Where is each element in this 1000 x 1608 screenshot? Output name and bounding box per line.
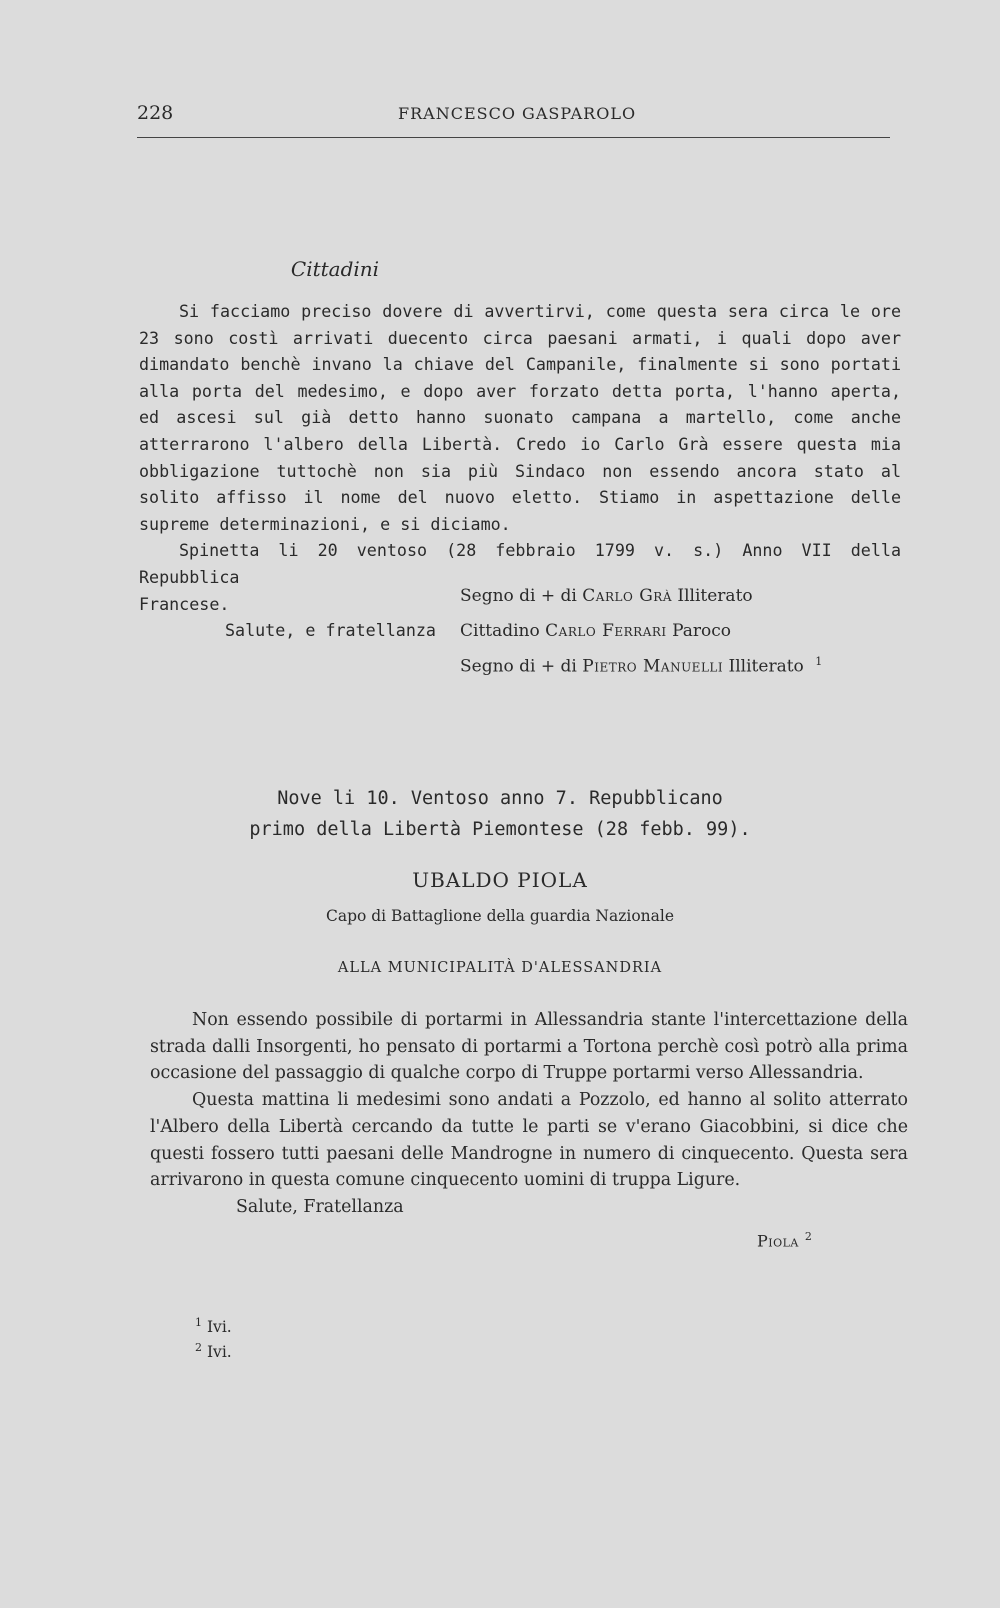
running-title: FRANCESCO GASPAROLO (398, 104, 637, 123)
footnote (195, 1341, 232, 1361)
letter2-date-line-2: primo della Libertà Piemontese (28 febb. 99). (249, 819, 751, 840)
addressee: ALLA MUNICIPALITÀ D'ALESSANDRIA (337, 960, 663, 976)
signature-prefix: Segno di + di (460, 586, 577, 606)
letter2-paragraph: Questa mattina li medesimi sono andati a Pozzolo, ed hanno al solito atterrato l'Albero della Libertà cercando da tutte le parti se v'erano Giacobbini, si dice che questi fossero tutti paesani delle Mandrogne in numero di cinquecento. Questa sera arrivarono in questa comune cinquecento uomini di truppa Ligure. (150, 1090, 908, 1191)
footnote (195, 1316, 232, 1336)
letter2-dateline (0, 783, 1000, 845)
header-rule (137, 137, 890, 138)
signature-suffix: Illiterato (677, 586, 753, 606)
letter2-signature (757, 1230, 812, 1250)
footnote-ref: 1 (815, 655, 823, 668)
signature-line (460, 586, 753, 606)
footnote-ref: 2 (804, 1230, 812, 1243)
letter1-body: Si facciamo preciso dovere di avvertirvi, come questa sera circa le ore 23 sono costì arrivati duecento circa paesani armati, i quali dopo aver dimandato benchè invano la chiave del Campanile, finalmente si sono portati alla porta del medesimo, e dopo aver forzato detta porta, l'hanno aperta, ed ascesi sul già detto hanno suonato campana a martello, come anche atterrarono l'albero della Libertà. Credo io Carlo Grà essere questa mia obbligazione tuttochè non sia più Sindaco non essendo ancora stato al solito affisso il nome del nuovo eletto. Stiamo in aspettazione delle supreme determinazioni, e si diciamo. (139, 301, 901, 534)
signature-name: Pietro Manuelli (582, 656, 724, 677)
letter2-text (150, 1007, 908, 1221)
signature-name: Piola (757, 1231, 799, 1251)
signature-line (460, 621, 731, 641)
letter1-date-line-cont: Francese. (139, 593, 230, 614)
signature-line (460, 655, 822, 677)
letter2-closing: Salute, Fratellanza (236, 1196, 404, 1217)
signature-name: Carlo Grà (582, 586, 672, 606)
sender-name: UBALDO PIOLA (412, 868, 588, 892)
letter1-salutation: Cittadini (290, 257, 380, 281)
footnote-mark: 1 (195, 1316, 202, 1329)
signature-name: Carlo Ferrari (545, 621, 667, 641)
letter2-paragraph: Non essendo possibile di portarmi in Allessandria stante l'intercettazione della strada dalli Insorgenti, ho pensato di portarmi a Tortona perchè così potrò alla prima occasione del passaggio di qualche corpo di Truppe portarmi verso Allessandria. (150, 1010, 908, 1084)
sender-title: Capo di Battaglione della guardia Nazionale (325, 907, 675, 925)
letter2-date-line-1: Nove li 10. Ventoso anno 7. Repubblicano (277, 788, 723, 809)
signature-prefix: Segno di + di (460, 656, 577, 677)
signature-suffix: Illiterato (728, 656, 804, 677)
letter1-closing: Salute, e fratellanza (225, 620, 436, 641)
signature-suffix: Paroco (672, 621, 731, 641)
footnote-text: Ivi. (206, 1343, 232, 1362)
letter1-date-line: Spinetta li 20 ventoso (28 febbraio 1799 v. s.) Anno VII della Repubblica (139, 540, 901, 587)
footnote-text: Ivi. (206, 1318, 232, 1337)
footnote-mark: 2 (195, 1341, 202, 1354)
signature-prefix: Cittadino (460, 621, 540, 641)
page-number: 228 (137, 102, 174, 124)
